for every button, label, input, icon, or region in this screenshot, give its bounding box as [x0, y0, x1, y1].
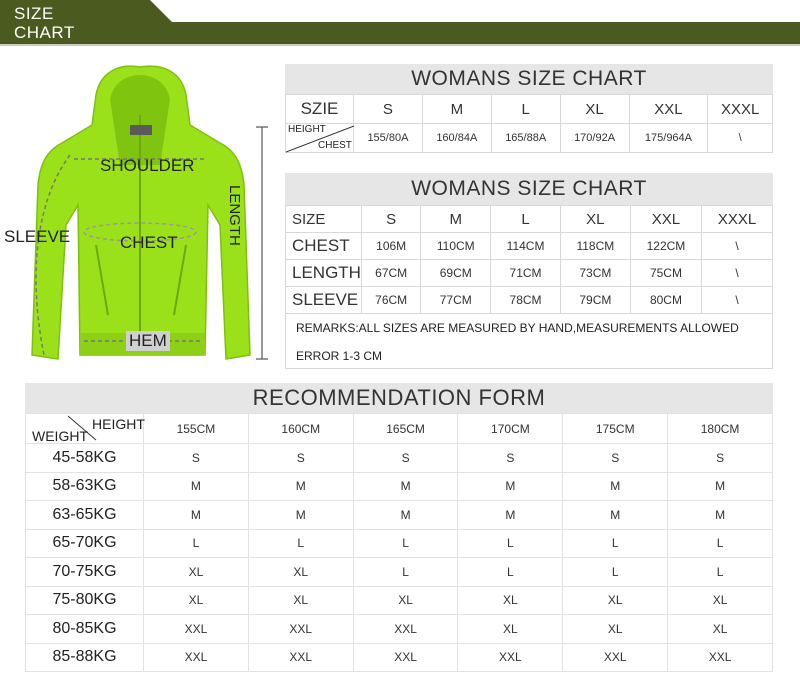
- size-cell: L: [458, 558, 563, 587]
- table2-row-sleeve: [286, 287, 773, 314]
- size-cell: XXL: [248, 615, 353, 644]
- table2-cell: 106M: [361, 233, 420, 260]
- size-chart-banner: [0, 0, 800, 52]
- table2-cell: 114CM: [491, 233, 561, 260]
- table1-header-row: [286, 95, 773, 124]
- size-cell: XL: [353, 586, 458, 615]
- size-cell: XL: [458, 586, 563, 615]
- height-col-header: 170CM: [458, 414, 563, 444]
- table2-row-label: LENGTH: [286, 260, 362, 287]
- recommendation-row: [26, 444, 773, 473]
- weight-label: 45-58KG: [26, 444, 144, 473]
- shoulder-label: SHOULDER: [100, 156, 195, 175]
- table1-value-row: [286, 124, 773, 153]
- table2-cell: 73CM: [560, 260, 630, 287]
- table2-cell: 69CM: [421, 260, 491, 287]
- table1-size-l: L: [491, 95, 560, 124]
- jacket-illustration: [0, 55, 280, 375]
- table1-diag-chest: CHEST: [318, 140, 352, 151]
- size-cell: L: [144, 529, 249, 558]
- recommendation-row: [26, 529, 773, 558]
- table2-row-label: SLEEVE: [286, 287, 362, 314]
- size-cell: M: [563, 501, 668, 530]
- table1-size-s: S: [354, 95, 423, 124]
- size-cell: L: [458, 529, 563, 558]
- size-cell: M: [668, 472, 773, 501]
- table2-size-m: M: [421, 206, 491, 233]
- table2-size-xl: XL: [560, 206, 630, 233]
- size-cell: S: [144, 444, 249, 473]
- recommendation-height-label: HEIGHT: [92, 416, 145, 432]
- weight-label: 63-65KG: [26, 501, 144, 530]
- size-cell: L: [353, 529, 458, 558]
- size-cell: M: [458, 501, 563, 530]
- recommendation-diagonal-header: [26, 414, 144, 444]
- table2-cell: \: [702, 233, 773, 260]
- size-cell: M: [458, 472, 563, 501]
- table2-cell: 79CM: [560, 287, 630, 314]
- table2-cell: 80CM: [630, 287, 701, 314]
- table1-value: 175/964A: [629, 124, 708, 153]
- size-cell: XL: [144, 586, 249, 615]
- size-chart-table-1: [285, 94, 773, 153]
- banner-title: [14, 4, 134, 42]
- table2-size-l: L: [491, 206, 561, 233]
- size-cell: M: [353, 472, 458, 501]
- table2-cell: 110CM: [421, 233, 491, 260]
- table1-size-xxxl: XXXL: [708, 95, 773, 124]
- size-cell: XXL: [144, 643, 249, 672]
- table2-size-s: S: [361, 206, 420, 233]
- size-cell: M: [144, 501, 249, 530]
- size-cell: M: [668, 501, 773, 530]
- size-cell: S: [668, 444, 773, 473]
- size-cell: M: [353, 501, 458, 530]
- weight-label: 75-80KG: [26, 586, 144, 615]
- table2-cell: \: [702, 287, 773, 314]
- table2-row-label: CHEST: [286, 233, 362, 260]
- recommendation-row: [26, 615, 773, 644]
- weight-label: 65-70KG: [26, 529, 144, 558]
- table2-cell: 76CM: [361, 287, 420, 314]
- table2-header-row: [286, 206, 773, 233]
- size-cell: M: [248, 472, 353, 501]
- height-col-header: 175CM: [563, 414, 668, 444]
- size-cell: XL: [248, 586, 353, 615]
- table2-cell: 118CM: [560, 233, 630, 260]
- height-col-header: 155CM: [144, 414, 249, 444]
- height-col-header: 160CM: [248, 414, 353, 444]
- size-cell: XL: [248, 558, 353, 587]
- table1-value: 170/92A: [560, 124, 629, 153]
- size-cell: XL: [668, 586, 773, 615]
- recommendation-row: [26, 586, 773, 615]
- table2-cell: 67CM: [361, 260, 420, 287]
- banner-divider: [0, 44, 800, 46]
- table2-size-xxl: XXL: [630, 206, 701, 233]
- banner-title-line2: CHART: [14, 23, 75, 42]
- recommendation-weight-label: WEIGHT: [32, 428, 88, 444]
- size-cell: XL: [144, 558, 249, 587]
- size-cell: S: [248, 444, 353, 473]
- table1-diagonal-header: [286, 124, 354, 153]
- size-cell: XL: [563, 615, 668, 644]
- size-cell: XXL: [668, 643, 773, 672]
- size-cell: XL: [668, 615, 773, 644]
- size-cell: L: [668, 558, 773, 587]
- size-cell: L: [248, 529, 353, 558]
- chest-label: CHEST: [120, 233, 178, 252]
- table2-row-chest: [286, 233, 773, 260]
- length-label: LENGTH: [226, 185, 243, 246]
- recommendation-row: [26, 558, 773, 587]
- recommendation-row: [26, 472, 773, 501]
- height-col-header: 180CM: [668, 414, 773, 444]
- size-cell: L: [668, 529, 773, 558]
- table2-title: WOMANS SIZE CHART: [285, 173, 773, 205]
- size-cell: S: [458, 444, 563, 473]
- table1-diag-height: HEIGHT: [288, 124, 326, 135]
- banner-title-line1: SIZE: [14, 4, 54, 23]
- recommendation-row: [26, 501, 773, 530]
- recommendation-header-row: [26, 414, 773, 444]
- table1-value: 165/88A: [491, 124, 560, 153]
- hem-label: HEM: [126, 331, 170, 351]
- size-cell: XXL: [563, 643, 668, 672]
- table2-cell: 122CM: [630, 233, 701, 260]
- size-cell: XL: [458, 615, 563, 644]
- table2-size-xxxl: XXXL: [702, 206, 773, 233]
- remarks-note: [285, 313, 773, 369]
- table2-cell: 71CM: [491, 260, 561, 287]
- table2-cell: 77CM: [421, 287, 491, 314]
- table2-cell: 75CM: [630, 260, 701, 287]
- table1-size-xxl: XXL: [629, 95, 708, 124]
- table1-title: WOMANS SIZE CHART: [285, 64, 773, 94]
- size-cell: L: [563, 529, 668, 558]
- size-cell: XXL: [353, 643, 458, 672]
- weight-label: 58-63KG: [26, 472, 144, 501]
- size-cell: M: [248, 501, 353, 530]
- size-cell: L: [563, 558, 668, 587]
- table2-corner-label: SIZE: [286, 206, 362, 233]
- size-cell: XXL: [458, 643, 563, 672]
- recommendation-table: [25, 413, 773, 672]
- size-cell: L: [353, 558, 458, 587]
- size-cell: M: [144, 472, 249, 501]
- height-col-header: 165CM: [353, 414, 458, 444]
- size-chart-table-2: [285, 205, 773, 314]
- size-cell: S: [353, 444, 458, 473]
- size-cell: XXL: [144, 615, 249, 644]
- size-cell: XL: [563, 586, 668, 615]
- weight-label: 85-88KG: [26, 643, 144, 672]
- table1-corner-label: SZIE: [286, 95, 354, 124]
- size-cell: XXL: [353, 615, 458, 644]
- table1-value: 155/80A: [354, 124, 423, 153]
- remarks-line-2: ERROR 1-3 CM: [296, 349, 383, 363]
- table1-value: 160/84A: [422, 124, 491, 153]
- size-cell: XXL: [248, 643, 353, 672]
- recommendation-title: RECOMMENDATION FORM: [25, 383, 773, 413]
- table2-cell: \: [702, 260, 773, 287]
- table1-value: \: [708, 124, 773, 153]
- sleeve-label: SLEEVE: [4, 227, 71, 246]
- size-cell: M: [563, 472, 668, 501]
- table2-row-length: [286, 260, 773, 287]
- table1-size-m: M: [422, 95, 491, 124]
- recommendation-row: [26, 643, 773, 672]
- table2-cell: 78CM: [491, 287, 561, 314]
- table1-size-xl: XL: [560, 95, 629, 124]
- remarks-line-1: REMARKS:ALL SIZES ARE MEASURED BY HAND,MEASUREMENTS ALLOWED: [296, 321, 739, 335]
- size-cell: S: [563, 444, 668, 473]
- weight-label: 80-85KG: [26, 615, 144, 644]
- weight-label: 70-75KG: [26, 558, 144, 587]
